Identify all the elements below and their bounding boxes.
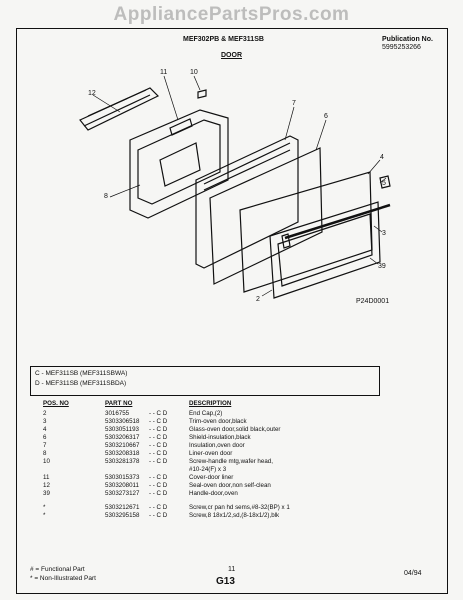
table-row: 4 5303051193 - - C D Glass-oven door,solid black,outer bbox=[43, 426, 281, 433]
figure-id: P24D0001 bbox=[356, 298, 390, 305]
callout-10: 10 bbox=[190, 69, 198, 76]
watermark: AppliancePartsPros.com bbox=[113, 4, 350, 25]
page-number: 11 bbox=[228, 566, 236, 573]
table-row: 39 5303273127 - - C D Handle-door,oven bbox=[43, 490, 238, 497]
parts-table bbox=[43, 400, 294, 520]
table-row: 11 5303015373 - - C D Cover-door liner bbox=[43, 474, 234, 481]
revision-date: 04/94 bbox=[404, 570, 422, 577]
callout-6: 6 bbox=[324, 113, 328, 120]
callout-5: 5 bbox=[382, 180, 386, 187]
table-header bbox=[43, 400, 294, 410]
model-title: MEF302PB & MEF311SB bbox=[183, 36, 264, 43]
publication-number: 5995253266 bbox=[382, 44, 421, 51]
callout-7: 7 bbox=[292, 100, 296, 107]
callout-4: 4 bbox=[380, 154, 384, 161]
header-pos: POS. NO bbox=[43, 400, 69, 407]
table-row: #10-24(F) x 3 bbox=[189, 466, 227, 473]
callout-11: 11 bbox=[160, 69, 168, 76]
model-code-row: C - MEF311SB (MEF311SBWA) bbox=[35, 370, 128, 377]
door-liner bbox=[130, 110, 228, 218]
table-row: 10 5303281378 - - C D Screw-handle mtg,wafer head, bbox=[43, 458, 273, 465]
table-row: 12 5303208011 - - C D Seal-oven door,non self-clean bbox=[43, 482, 271, 489]
legend-functional: # = Functional Part bbox=[30, 566, 85, 573]
page-code: G13 bbox=[216, 576, 235, 587]
header-codes bbox=[149, 400, 189, 410]
table-row: * 5303295158 - - C D Screw,8 18x1/2,sd,(8-18x1/2),blk bbox=[43, 512, 280, 519]
section-title: DOOR bbox=[221, 52, 242, 59]
model-codes-box bbox=[30, 366, 380, 396]
callout-3: 3 bbox=[382, 230, 386, 237]
publication-label: Publication No. bbox=[382, 36, 433, 43]
callout-39: 39 bbox=[378, 263, 386, 270]
table-row: 6 5303206317 - - C D Shield-insulation,black bbox=[43, 434, 251, 441]
callout-2: 2 bbox=[256, 296, 260, 303]
callout-8: 8 bbox=[104, 193, 108, 200]
legend-non-illustrated: * = Non-Illustrated Part bbox=[30, 575, 96, 582]
header-part: PART NO bbox=[105, 400, 133, 407]
insulation bbox=[196, 136, 298, 268]
header-desc: DESCRIPTION bbox=[189, 400, 232, 407]
table-row: 3 5303306518 - - C D Trim-oven door,black bbox=[43, 418, 247, 425]
insulation-shield bbox=[210, 148, 322, 284]
table-row: * 5303212671 - - C D Screw,cr pan hd sems,#8-32(BP) x 1 bbox=[43, 504, 290, 511]
door-handle bbox=[285, 205, 390, 238]
handle-screw bbox=[198, 90, 206, 98]
table-row: 8 5303208318 - - C D Liner-oven door bbox=[43, 450, 233, 457]
model-code-row: D - MEF311SB (MEF311SBDA) bbox=[35, 380, 127, 387]
table-row: 2 3016755 - - C D End Cap,(2) bbox=[43, 410, 223, 417]
table-row: 7 5303210667 - - C D Insulation,oven door bbox=[43, 442, 245, 449]
callout-12: 12 bbox=[88, 90, 96, 97]
